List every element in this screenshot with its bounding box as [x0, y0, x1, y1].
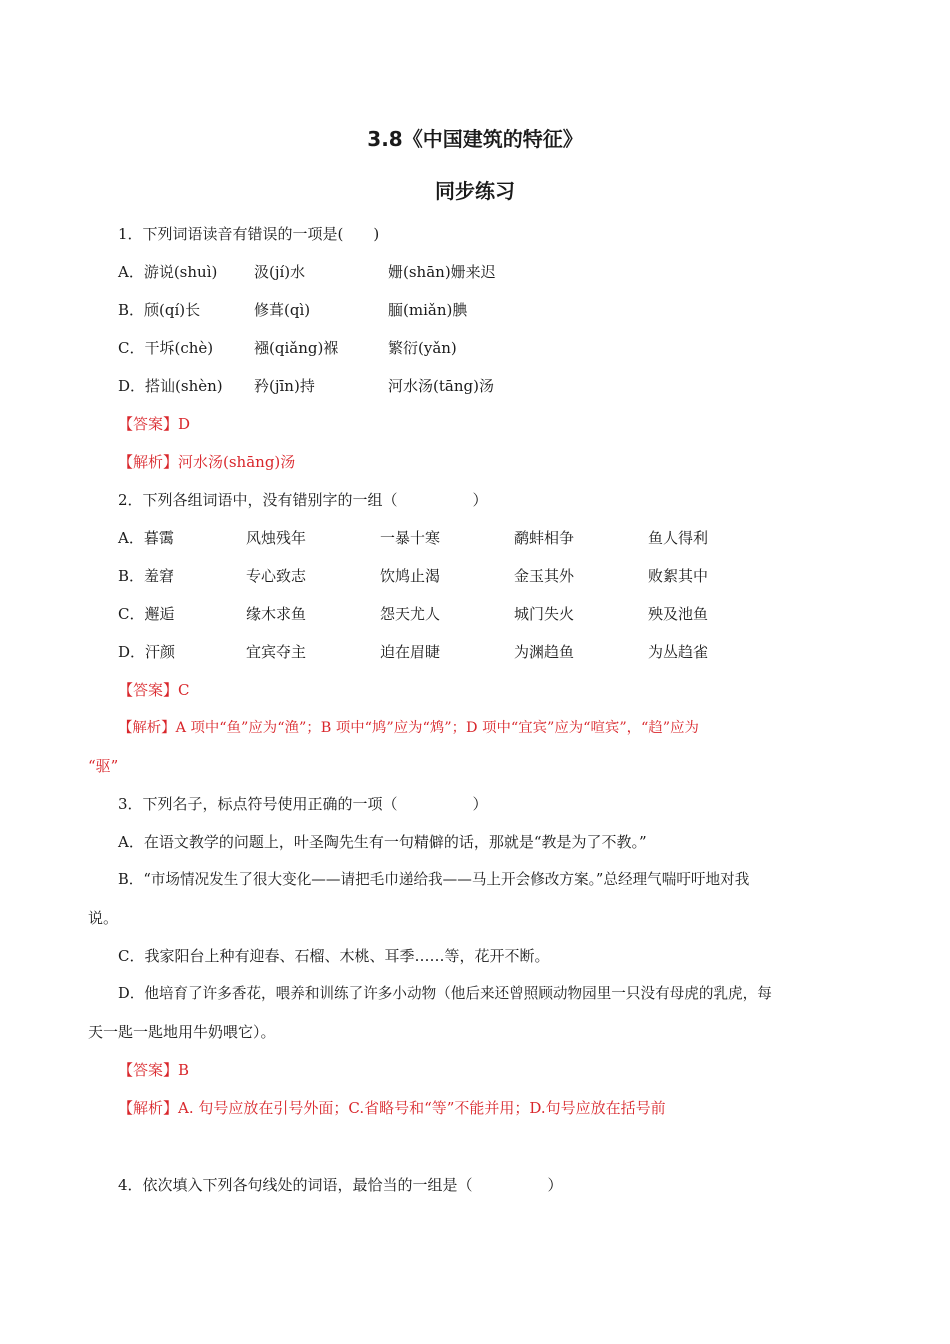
q2-row-b-col4: 金玉其外: [514, 567, 575, 585]
page-title: 3.8《中国建筑的特征》: [367, 127, 583, 151]
q2-answer: 【答案】C: [118, 681, 190, 699]
q2-row-a-col2: 风烛残年: [246, 529, 307, 547]
q2-row-d-col4: 为渊趋鱼: [514, 643, 575, 661]
q3-option-b: B．“市场情况发生了很大变化——请把毛巾递给我——马上开会修改方案。”总经理气喘吁吁地对我: [118, 871, 750, 888]
q2-row-b-col1: B．羞窘: [118, 567, 175, 585]
q2-row-a-col5: 鱼人得利: [648, 529, 709, 547]
q2-row-c-col4: 城门失火: [514, 605, 575, 623]
question-4-stem: 4．依次填入下列各句线处的词语，最恰当的一组是（ ）: [118, 1176, 563, 1194]
q2-row-c-col1: C．邂逅: [118, 605, 175, 623]
question-3-stem: 3．下列名子，标点符号使用正确的一项（ ）: [118, 795, 488, 813]
q3-answer: 【答案】B: [118, 1061, 190, 1079]
q1-option-a: A．游说(shuì): [118, 263, 218, 281]
q1-analysis: 【解析】河水汤(shāng)汤: [118, 453, 296, 471]
page-subtitle: 同步练习: [435, 179, 515, 203]
q2-analysis-continued: “驱”: [88, 757, 119, 775]
q1-option-d: D．搭讪(shèn): [118, 377, 223, 395]
q1-option-a-word2: 汲(jí)水: [254, 263, 306, 281]
q1-option-c: C．干坼(chè): [118, 339, 214, 357]
q2-row-b-col2: 专心致志: [246, 567, 307, 585]
q2-row-d-col5: 为丛趋雀: [648, 643, 709, 661]
q1-option-a-word3: 姗(shān)姗来迟: [388, 263, 496, 281]
q3-analysis: 【解析】A. 句号应放在引号外面；C.省略号和“等”不能并用；D.句号应放在括号前: [118, 1099, 666, 1117]
q1-option-b-word2: 修葺(qì): [254, 301, 311, 319]
q2-row-a-col4: 鹬蚌相争: [514, 529, 575, 547]
q2-row-b-col3: 饮鸠止渴: [380, 567, 441, 585]
q2-row-b-col5: 败絮其中: [648, 567, 709, 585]
q1-answer: 【答案】D: [118, 415, 191, 433]
q3-option-b-continued: 说。: [88, 909, 119, 927]
q2-row-c-col2: 缘木求鱼: [246, 605, 307, 623]
q2-row-d-col2: 宜宾夺主: [246, 643, 307, 661]
q1-option-c-word2: 襁(qiǎng)褓: [254, 339, 339, 357]
q1-option-b-word3: 腼(miǎn)腆: [388, 301, 468, 319]
q1-option-d-word2: 矜(jīn)持: [254, 377, 315, 395]
q2-analysis: 【解析】A 项中“鱼”应为“渔”；B 项中“鸠”应为“鸩”；D 项中“宜宾”应为“喧宾”，“趋”应为: [118, 720, 699, 736]
q3-option-d: D．他培育了许多香花，喂养和训练了许多小动物（他后来还曾照顾动物园里一只没有母虎的乳虎，每: [118, 985, 772, 1002]
q2-row-c-col5: 殃及池鱼: [648, 605, 709, 623]
q2-row-a-col1: A．暮霭: [118, 529, 174, 547]
q2-row-d-col1: D．汗颜: [118, 643, 176, 661]
q2-row-c-col3: 怨天尤人: [380, 605, 441, 623]
q3-option-a: A．在语文教学的问题上，叶圣陶先生有一句精僻的话，那就是“教是为了不教。”: [118, 833, 647, 851]
q1-option-c-word3: 繁衍(yǎn): [388, 339, 457, 357]
q1-option-b: B．颀(qí)长: [118, 301, 201, 319]
q2-row-a-col3: 一暴十寒: [380, 529, 441, 547]
question-1-stem: 1．下列词语读音有错误的一项是( ): [118, 225, 380, 243]
q1-option-d-word3: 河水汤(tāng)汤: [388, 377, 494, 395]
q3-option-c: C．我家阳台上种有迎春、石榴、木桃、耳季……等，花开不断。: [118, 947, 550, 965]
question-2-stem: 2．下列各组词语中，没有错别字的一组（ ）: [118, 491, 488, 509]
q3-option-d-continued: 天一匙一匙地用牛奶喂它）。: [88, 1023, 276, 1041]
q2-row-d-col3: 迫在眉睫: [380, 643, 441, 661]
